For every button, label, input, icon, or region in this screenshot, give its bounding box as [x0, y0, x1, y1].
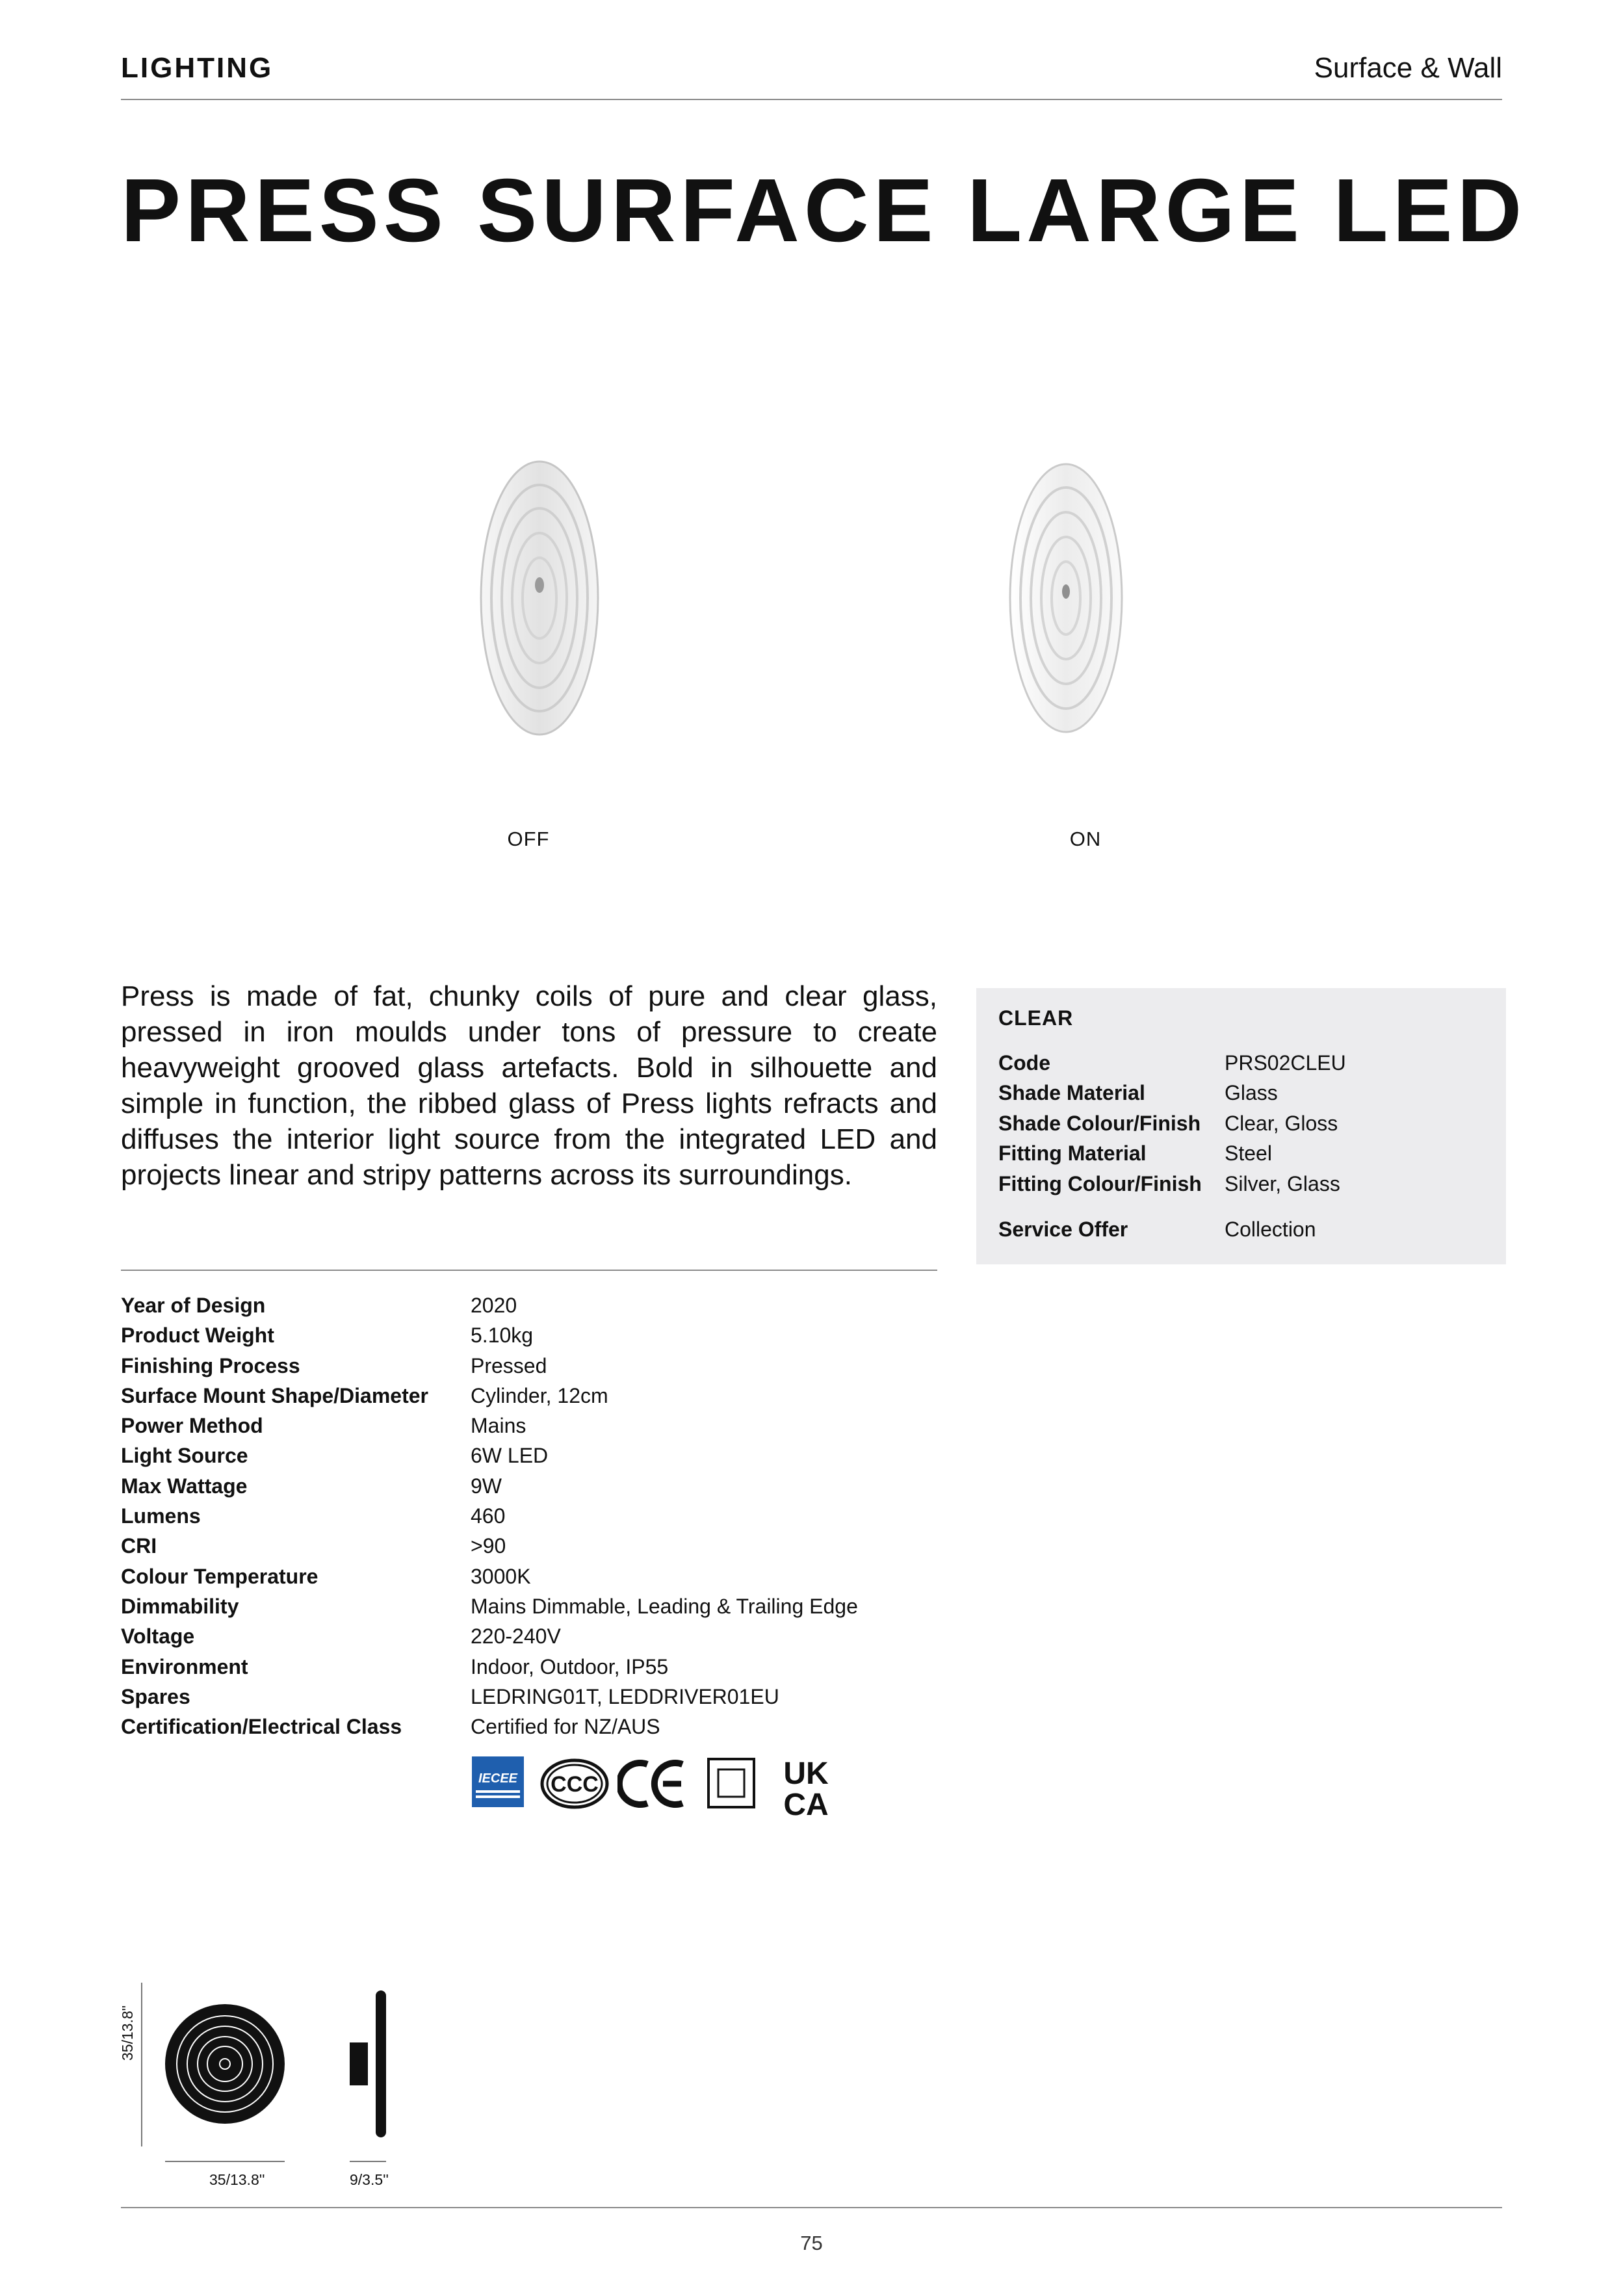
ce-mark-icon: [617, 1755, 689, 1812]
spec-key: Environment: [121, 1654, 248, 1678]
spec-key: Dimmability: [121, 1594, 239, 1618]
variant-row-value: PRS02CLEU: [1225, 1051, 1346, 1075]
variant-row-value: Silver, Glass: [1225, 1172, 1340, 1195]
spec-value: 3000K: [471, 1564, 531, 1588]
variant-row-key: Shade Material: [998, 1081, 1145, 1104]
spec-key: CRI: [121, 1534, 157, 1558]
spec-value: Certified for NZ/AUS: [471, 1715, 660, 1739]
header-divider: [121, 99, 1502, 100]
photo-label-on: ON: [1069, 828, 1102, 850]
spec-value: Pressed: [471, 1353, 547, 1377]
variant-panel: [976, 988, 1506, 1264]
variant-row-key: Shade Colour/Finish: [998, 1112, 1201, 1135]
ukca-mark-icon: [773, 1755, 838, 1820]
spec-key: Finishing Process: [121, 1353, 300, 1377]
spec-value: 6W LED: [471, 1444, 549, 1468]
spec-value: LEDRING01T, LEDDRIVER01EU: [471, 1684, 779, 1708]
ukca-mark-line1: UK: [783, 1756, 829, 1791]
spec-key: Light Source: [121, 1444, 248, 1468]
iecee-mark-icon: [471, 1755, 525, 1812]
spec-value: Mains Dimmable, Leading & Trailing Edge: [471, 1594, 858, 1618]
dimension-drawing: [121, 1976, 426, 2197]
class-ii-mark-icon: [705, 1755, 757, 1812]
product-photo-off: [455, 455, 624, 741]
spec-key: Spares: [121, 1684, 190, 1708]
spec-value: 5.10kg: [471, 1324, 534, 1348]
product-photo-on: [1001, 455, 1170, 741]
iecee-mark-text: IECEE: [478, 1771, 518, 1786]
spec-key: Max Wattage: [121, 1474, 248, 1498]
spec-value: Cylinder, 12cm: [471, 1383, 608, 1407]
spec-value: Mains: [471, 1414, 526, 1438]
variant-row-key: Fitting Colour/Finish: [998, 1172, 1202, 1195]
spec-value: 220-240V: [471, 1624, 561, 1649]
spec-value: >90: [471, 1534, 506, 1558]
ccc-mark-text: CCC: [551, 1772, 599, 1797]
photo-label-off: OFF: [507, 828, 550, 850]
page-number: 75: [800, 2232, 823, 2254]
section-label: Surface & Wall: [1314, 52, 1502, 84]
variant-name: CLEAR: [998, 1006, 1074, 1030]
spec-value: 2020: [471, 1294, 517, 1317]
category-label: LIGHTING: [121, 52, 274, 84]
variant-row-key: Code: [998, 1051, 1050, 1075]
product-description: Press is made of fat, chunky coils of pure and clear glass, pressed in iron moulds under tons of pressure to create heavyweight grooved glass artefacts. Bold in silhouette and simple in function, the ribbed glass of Press lights refracts and diffuses the interior light source from the integrated LED and projects linear and stripy patterns across its surroundings.: [121, 980, 937, 1191]
spec-key: Year of Design: [121, 1294, 266, 1317]
variant-row-key: Service Offer: [998, 1218, 1128, 1241]
variant-row-key: Fitting Material: [998, 1141, 1147, 1165]
spec-key: Colour Temperature: [121, 1564, 318, 1588]
footer-divider: [121, 2207, 1502, 2208]
spec-key: Power Method: [121, 1414, 263, 1438]
dimension-depth: 9/3.5'': [350, 2171, 389, 2188]
spec-key: Certification/Electrical Class: [121, 1715, 402, 1739]
ukca-mark-line2: CA: [783, 1788, 829, 1820]
variant-row-value: Steel: [1225, 1141, 1272, 1165]
spec-key: Product Weight: [121, 1324, 274, 1348]
spec-value: Indoor, Outdoor, IP55: [471, 1654, 669, 1678]
specs-divider: [121, 1270, 937, 1271]
variant-row-value: Clear, Gloss: [1225, 1112, 1338, 1135]
ccc-mark-icon: [539, 1755, 610, 1812]
variant-row-value: Collection: [1225, 1218, 1316, 1241]
spec-value: 460: [471, 1504, 506, 1528]
variant-row-value: Glass: [1225, 1081, 1278, 1104]
dimension-height: 35/13.8": [119, 2005, 136, 2061]
product-title: PRESS SURFACE LARGE LED: [121, 161, 1527, 261]
spec-value: 9W: [471, 1474, 502, 1498]
dimension-diameter: 35/13.8'': [209, 2171, 265, 2188]
spec-key: Lumens: [121, 1504, 201, 1528]
spec-key: Surface Mount Shape/Diameter: [121, 1383, 428, 1407]
spec-key: Voltage: [121, 1624, 195, 1649]
